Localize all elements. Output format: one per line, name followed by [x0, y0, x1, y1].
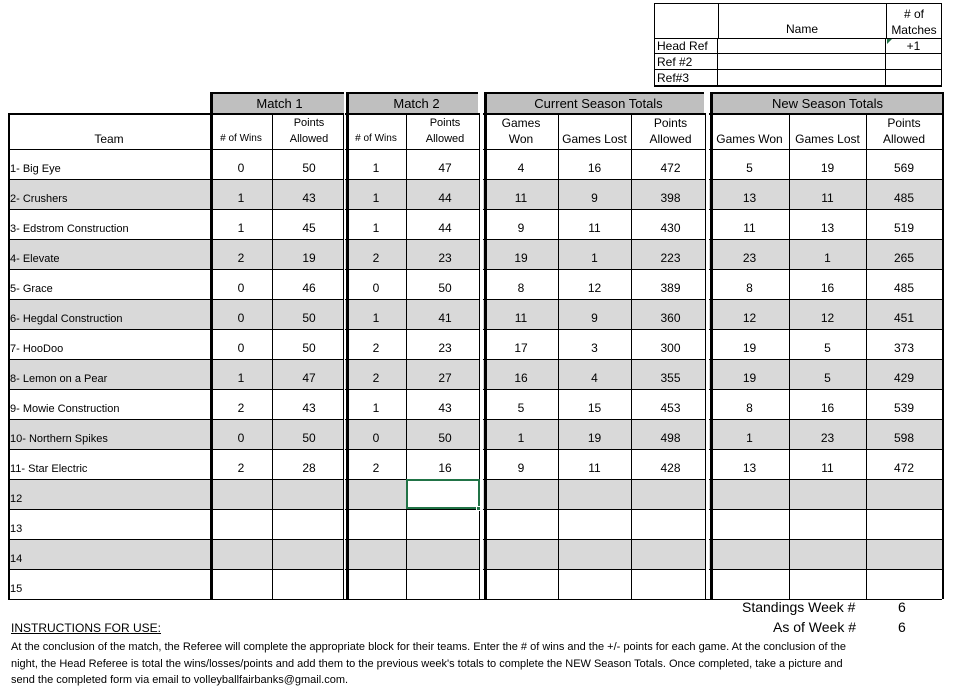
group-header-new: New Season Totals — [710, 92, 942, 113]
instructions-text — [11, 639, 956, 689]
column-header-nw: Games Won — [716, 132, 783, 146]
table-cell-nw[interactable]: 23 — [742, 251, 757, 265]
table-cell-nl[interactable] — [789, 539, 866, 569]
table-cell-m2w[interactable]: 0 — [372, 431, 380, 445]
table-cell-np[interactable]: 429 — [893, 371, 915, 385]
table-cell-m1p[interactable]: 50 — [302, 341, 316, 355]
table-cell-cw[interactable]: 8 — [517, 281, 525, 295]
table-cell-m1w[interactable]: 2 — [237, 461, 245, 475]
table-cell-nl[interactable] — [789, 569, 866, 599]
table-cell-m1w[interactable]: 0 — [237, 161, 245, 175]
table-cell-m2p[interactable] — [406, 539, 484, 569]
table-cell-m2p[interactable]: 43 — [438, 401, 452, 415]
table-cell-np[interactable] — [866, 539, 942, 569]
table-cell-m1w[interactable]: 0 — [237, 431, 245, 445]
group-header-current: Current Season Totals — [484, 92, 710, 113]
table-cell-nw[interactable]: 13 — [742, 191, 757, 205]
column-header-m1w: # of Wins — [220, 133, 262, 144]
column-header-np: Points Allowed — [882, 116, 926, 146]
table-cell-m2p[interactable]: 41 — [438, 311, 452, 325]
table-cell-cw[interactable]: 5 — [517, 401, 525, 415]
table-cell-cl[interactable]: 12 — [587, 281, 602, 295]
table-cell-m2w[interactable] — [346, 479, 406, 509]
table-cell-m2p[interactable]: 50 — [438, 281, 452, 295]
table-cell-m2w[interactable] — [346, 569, 406, 599]
team-name-cell[interactable]: 8- Lemon on a Pear — [10, 373, 108, 385]
table-cell-nl[interactable]: 12 — [820, 311, 835, 325]
table-cell-nl[interactable] — [789, 509, 866, 539]
referee-name-cell[interactable] — [717, 38, 886, 54]
instructions-line-2: night, the Head Referee is total the wins/losses/points and add them to the previous week's totals to complete the NEW Season Totals. Once completed, take a picture and — [11, 657, 843, 670]
referee-label: Head Ref — [657, 39, 708, 53]
table-cell-m1w[interactable] — [210, 539, 272, 569]
fill-handle-icon[interactable] — [476, 506, 481, 511]
table-cell-np[interactable]: 519 — [893, 221, 915, 235]
table-cell-m2w[interactable]: 2 — [372, 461, 380, 475]
table-cell-m1w[interactable] — [210, 479, 272, 509]
table-cell-m1w[interactable]: 2 — [237, 401, 245, 415]
column-header-m2w: # of Wins — [355, 133, 397, 144]
table-cell-np[interactable]: 485 — [893, 191, 915, 205]
table-cell-nl[interactable]: 13 — [820, 221, 835, 235]
table-cell-nl[interactable]: 11 — [821, 191, 834, 205]
table-cell-cp[interactable]: 389 — [660, 281, 681, 295]
table-cell-m1p[interactable]: 43 — [302, 191, 316, 205]
table-cell-nw[interactable]: 19 — [742, 371, 757, 385]
table-cell-m1p[interactable]: 50 — [302, 161, 316, 175]
column-header-team: Team — [94, 132, 124, 146]
table-cell-m1p[interactable]: 46 — [302, 281, 316, 295]
referee-name-cell[interactable] — [717, 54, 886, 70]
table-cell-cp[interactable]: 360 — [660, 311, 681, 325]
table-cell-np[interactable]: 265 — [893, 251, 915, 265]
table-cell-np[interactable] — [866, 479, 942, 509]
comment-marker-icon — [887, 39, 892, 44]
table-cell-m1w[interactable] — [210, 509, 272, 539]
column-header-cl: Games Lost — [562, 132, 627, 146]
table-cell-cp[interactable]: 398 — [660, 191, 681, 205]
table-cell-m1w[interactable]: 1 — [237, 371, 245, 385]
table-cell-m2w[interactable]: 2 — [372, 371, 380, 385]
referee-label: Ref #2 — [657, 55, 693, 69]
table-cell-m1p[interactable]: 28 — [302, 461, 316, 475]
table-cell-m1p[interactable] — [272, 509, 346, 539]
table-cell-m2p[interactable]: 27 — [438, 371, 452, 385]
table-cell-m2p[interactable]: 23 — [438, 341, 452, 355]
instructions-line-1: At the conclusion of the match, the Referee will complete the appropriate block for their teams. Enter the # of wins and the +/- points for each game. At the conclusion of the — [11, 641, 846, 653]
table-cell-cp[interactable] — [631, 539, 710, 569]
table-cell-m1w[interactable]: 2 — [237, 251, 245, 265]
referee-name-header: Name — [785, 22, 818, 36]
table-cell-cl[interactable]: 19 — [587, 431, 602, 445]
table-cell-m1w[interactable]: 1 — [237, 221, 245, 235]
table-cell-m1w[interactable] — [210, 569, 272, 599]
table-cell-cl[interactable]: 11 — [588, 461, 601, 475]
table-cell-np[interactable]: 485 — [893, 281, 915, 295]
table-cell-m1p[interactable]: 45 — [302, 221, 316, 235]
table-cell-m2w[interactable]: 1 — [372, 161, 380, 175]
table-cell-nl[interactable]: 1 — [824, 251, 831, 265]
table-cell-cw[interactable]: 17 — [514, 341, 528, 355]
table-cell-np[interactable]: 373 — [893, 341, 915, 355]
table-cell-nw[interactable] — [710, 509, 789, 539]
table-cell-cw[interactable]: 11 — [514, 311, 528, 325]
referee-row — [655, 38, 941, 54]
team-name-cell[interactable]: 3- Edstrom Construction — [10, 223, 129, 235]
table-cell-cp[interactable]: 355 — [660, 371, 681, 385]
standings-week-label: Standings Week # — [742, 599, 856, 615]
table-cell-cl[interactable]: 4 — [591, 371, 598, 385]
team-name-cell[interactable]: 10- Northern Spikes — [10, 433, 108, 445]
table-cell-m2w[interactable]: 2 — [372, 341, 380, 355]
table-cell-m1p[interactable]: 50 — [302, 431, 316, 445]
table-cell-m2w[interactable]: 2 — [372, 251, 380, 265]
as-of-week-label: As of Week # — [773, 619, 857, 635]
table-cell-m1p[interactable]: 47 — [302, 371, 316, 385]
table-cell-cw[interactable]: 4 — [517, 161, 525, 175]
table-cell-nl[interactable]: 23 — [820, 431, 835, 445]
table-cell-np[interactable]: 569 — [893, 161, 915, 175]
table-cell-nl[interactable]: 5 — [824, 371, 831, 385]
table-cell-cw[interactable] — [484, 539, 558, 569]
table-cell-m2w[interactable]: 1 — [372, 221, 380, 235]
table-cell-m1p[interactable]: 43 — [302, 401, 316, 415]
table-cell-nw[interactable]: 1 — [746, 431, 753, 445]
table-cell-nl[interactable]: 16 — [820, 401, 835, 415]
instructions-title: INSTRUCTIONS FOR USE: — [11, 621, 162, 635]
table-cell-cw[interactable]: 9 — [517, 461, 525, 475]
table-cell-np[interactable] — [866, 569, 942, 599]
table-cell-m2p[interactable]: 44 — [438, 221, 452, 235]
table-cell-cp[interactable]: 453 — [660, 401, 681, 415]
referee-name-cell[interactable] — [717, 70, 886, 86]
table-cell-np[interactable] — [866, 509, 942, 539]
table-cell-nw[interactable]: 13 — [742, 461, 757, 475]
column-header-cw: Games Won — [501, 116, 541, 146]
table-cell-m2w[interactable]: 1 — [372, 401, 380, 415]
table-cell-nw[interactable] — [710, 479, 789, 509]
table-cell-np[interactable]: 539 — [893, 401, 915, 415]
table-cell-cp[interactable]: 223 — [660, 251, 681, 265]
table-cell-m1p[interactable]: 19 — [302, 251, 316, 265]
group-header-match2: Match 2 — [346, 92, 484, 113]
table-cell-m1p[interactable] — [272, 479, 346, 509]
table-cell-cl[interactable]: 11 — [588, 221, 601, 235]
table-cell-cp[interactable]: 498 — [660, 431, 681, 445]
referee-label: Ref#3 — [657, 71, 690, 85]
table-cell-m1p[interactable] — [272, 569, 346, 599]
table-cell-cw[interactable] — [484, 509, 558, 539]
table-cell-cw[interactable]: 9 — [517, 221, 525, 235]
table-cell-cl[interactable] — [558, 539, 631, 569]
table-cell-m2p[interactable]: 47 — [438, 161, 452, 175]
standings-week-value: 6 — [898, 599, 906, 615]
table-cell-nw[interactable] — [710, 569, 789, 599]
table-cell-cw[interactable]: 16 — [514, 371, 528, 385]
table-cell-nl[interactable]: 5 — [824, 341, 831, 355]
referee-matches-cell[interactable]: +1 — [906, 39, 921, 53]
team-name-cell[interactable]: 6- Hegdal Construction — [10, 313, 123, 325]
table-cell-m1w[interactable]: 0 — [237, 281, 245, 295]
table-cell-m1p[interactable]: 50 — [302, 311, 316, 325]
table-cell-cw[interactable] — [484, 479, 558, 509]
table-cell-cw[interactable]: 11 — [514, 191, 528, 205]
column-header-cp: Points Allowed — [649, 116, 692, 146]
selected-cell[interactable] — [406, 479, 480, 509]
table-cell-nl[interactable]: 19 — [820, 161, 835, 175]
table-cell-cp[interactable]: 300 — [660, 341, 681, 355]
table-cell-m1w[interactable]: 1 — [237, 191, 245, 205]
table-cell-cl[interactable] — [558, 509, 631, 539]
table-cell-m2w[interactable]: 1 — [372, 311, 380, 325]
team-name-cell[interactable]: 11- Star Electric — [10, 463, 88, 475]
table-cell-m1p[interactable] — [272, 539, 346, 569]
table-cell-cp[interactable] — [631, 509, 710, 539]
table-cell-np[interactable]: 598 — [893, 431, 915, 445]
table-cell-m1w[interactable]: 0 — [237, 311, 245, 325]
table-cell-m2w[interactable]: 1 — [372, 191, 380, 205]
table-cell-cl[interactable]: 9 — [591, 191, 598, 205]
table-cell-cl[interactable]: 9 — [591, 311, 598, 325]
table-cell-nl[interactable] — [789, 479, 866, 509]
column-header-nl: Games Lost — [795, 132, 860, 146]
table-cell-nw[interactable]: 8 — [746, 401, 753, 415]
referee-row — [655, 54, 941, 70]
team-name-cell[interactable]: 14 — [10, 553, 23, 565]
table-cell-cl[interactable]: 3 — [591, 341, 598, 355]
team-name-cell[interactable]: 12 — [10, 493, 23, 505]
table-cell-cw[interactable]: 1 — [517, 431, 525, 445]
table-cell-m2w[interactable] — [346, 509, 406, 539]
table-cell-cp[interactable]: 472 — [660, 161, 681, 175]
table-cell-m2p[interactable]: 44 — [438, 191, 452, 205]
table-cell-cp[interactable] — [631, 479, 710, 509]
table-cell-m2p[interactable]: 50 — [438, 431, 452, 445]
referee-row — [655, 70, 941, 86]
table-cell-np[interactable]: 472 — [893, 461, 915, 475]
instructions-line-3: send the completed form via email to volleyballfairbanks@gmail.com. — [11, 674, 349, 686]
group-header-match1: Match 1 — [210, 92, 346, 113]
table-cell-nw[interactable] — [710, 539, 789, 569]
team-name-cell[interactable]: 4- Elevate — [10, 253, 60, 265]
table-cell-cl[interactable]: 1 — [591, 251, 598, 265]
table-cell-cw[interactable]: 19 — [514, 251, 528, 265]
table-cell-cl[interactable] — [558, 479, 631, 509]
table-cell-cp[interactable]: 430 — [660, 221, 681, 235]
referee-matches-cell[interactable] — [886, 70, 941, 86]
referee-box — [654, 3, 942, 87]
table-cell-nw[interactable]: 8 — [746, 281, 753, 295]
table-cell-cl[interactable] — [558, 569, 631, 599]
team-name-cell[interactable]: 2- Crushers — [10, 193, 68, 205]
team-name-cell[interactable]: 1- Big Eye — [10, 163, 61, 175]
table-cell-cw[interactable] — [484, 569, 558, 599]
table-cell-nw[interactable]: 5 — [746, 161, 753, 175]
team-name-cell[interactable]: 5- Grace — [10, 283, 53, 295]
table-cell-m2p[interactable]: 23 — [438, 251, 452, 265]
table-cell-nw[interactable]: 11 — [743, 221, 756, 235]
table-cell-m2p[interactable] — [406, 569, 484, 599]
table-cell-m1w[interactable]: 0 — [237, 341, 245, 355]
table-cell-m2p[interactable] — [406, 509, 484, 539]
table-cell-cp[interactable] — [631, 569, 710, 599]
referee-rows — [655, 38, 941, 86]
table-cell-m2p[interactable]: 16 — [438, 461, 452, 475]
table-cell-nw[interactable]: 19 — [742, 341, 757, 355]
table-cell-np[interactable]: 451 — [893, 311, 915, 325]
team-name-cell[interactable]: 7- HooDoo — [10, 343, 64, 355]
team-name-cell[interactable]: 15 — [10, 583, 23, 595]
table-cell-cp[interactable]: 428 — [660, 461, 681, 475]
column-header-m1p: Points Allowed — [289, 117, 329, 145]
team-name-cell[interactable]: 9- Mowie Construction — [10, 403, 120, 415]
table-cell-nl[interactable]: 11 — [821, 461, 834, 475]
team-name-cell[interactable]: 13 — [10, 523, 23, 535]
table-cell-nw[interactable]: 12 — [742, 311, 757, 325]
table-cell-cl[interactable]: 16 — [587, 161, 602, 175]
table-cell-nl[interactable]: 16 — [820, 281, 835, 295]
referee-matches-header: # of Matches — [891, 7, 937, 37]
table-cell-cl[interactable]: 15 — [587, 401, 602, 415]
table-cell-m2w[interactable] — [346, 539, 406, 569]
column-header-m2p: Points Allowed — [425, 117, 465, 145]
as-of-week-value: 6 — [898, 619, 906, 635]
referee-matches-cell[interactable] — [886, 54, 941, 70]
table-cell-m2w[interactable]: 0 — [372, 281, 380, 295]
